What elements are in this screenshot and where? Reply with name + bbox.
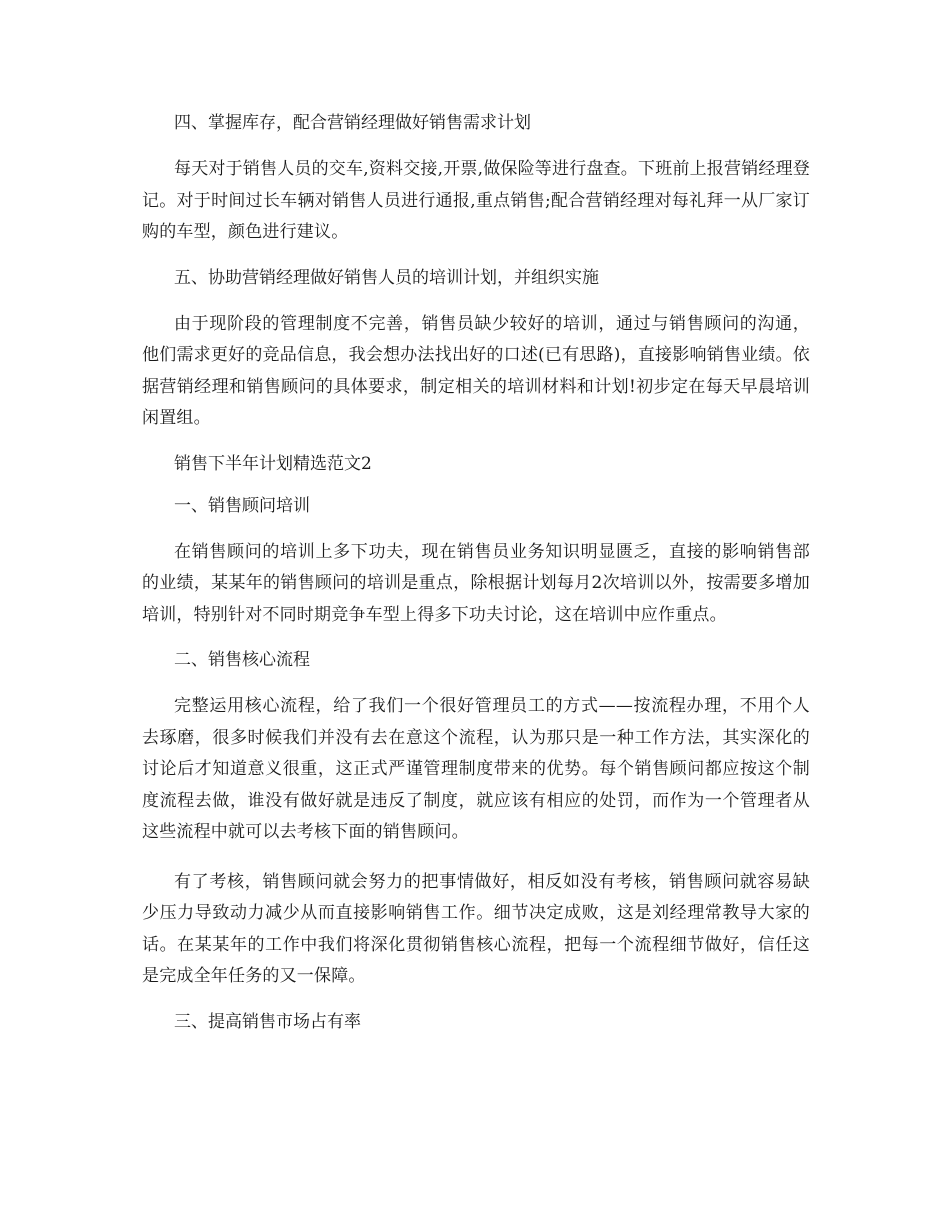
document-page — [142, 112, 810, 1033]
section-heading-four: 四、掌握库存，配合营销经理做好销售需求计划 — [174, 113, 531, 133]
paragraph-inventory: 每天对于销售人员的交车,资料交接,开票,做保险等进行盘查。下班前上报营销经理登记。对于时间过长车辆对销售人员进行通报,重点销售;配合营销经理对每礼拜一从厂家订购的车型，颜色进行建议。 — [142, 159, 811, 242]
section-heading-one: 一、销售顾问培训 — [174, 495, 310, 516]
section-heading-five: 五、协助营销经理做好销售人员的培训计划，并组织实施 — [174, 267, 599, 288]
paragraph-core-process: 完整运用核心流程，给了我们一个很好管理员工的方式——按流程办理，不用个人去琢磨，很多时候我们并没有去在意这个流程，认为那只是一种工作方法，其实深化的讨论后才知道意义很重，这正式严谨管理制度带来的优势。每个销售顾问都应按这个制度流程去做，谁没有做好就是违反了制度，就应该有相应的处罚，而作为一个管理者从这些流程中就可以去考核下面的销售顾问。 — [142, 696, 810, 842]
paragraph-training-plan: 由于现阶段的管理制度不完善，销售员缺少较好的培训，通过与销售顾问的沟通，他们需求更好的竞品信息，我会想办法找出好的口述(已有思路)，直接影响销售业绩。依据营销经理和销售顾问的具体要求，制定相关的培训材料和计划!初步定在每天早晨培训闲置组。 — [142, 313, 810, 428]
section-heading-three: 三、提高销售市场占有率 — [174, 1011, 361, 1032]
paragraph-assessment: 有了考核，销售顾问就会努力的把事情做好，相反如没有考核，销售顾问就容易缺少压力导致动力减少从而直接影响销售工作。细节决定成败，这是刘经理常教导大家的话。在某某年的工作中我们将深化贯彻销售核心流程，把每一个流程细节做好，信任这是完成全年任务的又一保障。 — [142, 871, 810, 986]
document-title-2: 销售下半年计划精选范文2 — [174, 453, 372, 474]
section-heading-two: 二、销售核心流程 — [174, 650, 310, 670]
paragraph-consultant-training: 在销售顾问的培训上多下功夫，现在销售员业务知识明显匮乏，直接的影响销售部的业绩，某某年的销售顾问的培训是重点，除根据计划每月2次培训以外，按需要多增加培训，特别针对不同时期竞争车型上得多下功夫讨论，这在培训中应作重点。 — [142, 541, 810, 625]
